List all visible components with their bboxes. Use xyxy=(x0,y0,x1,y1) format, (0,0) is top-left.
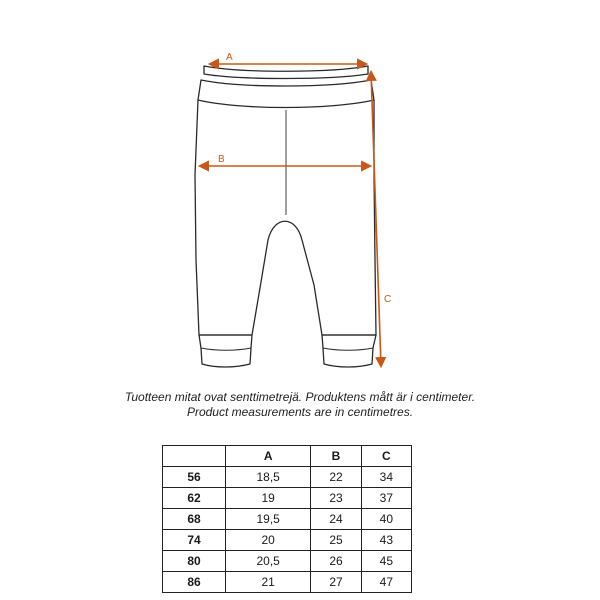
a-cell: 19 xyxy=(226,488,311,509)
measurement-lines xyxy=(200,64,381,366)
b-cell: 26 xyxy=(311,551,361,572)
size-table xyxy=(162,445,412,593)
c-cell: 34 xyxy=(361,467,411,488)
size-cell: 80 xyxy=(163,551,226,572)
c-cell: 45 xyxy=(361,551,411,572)
pants-silhouette xyxy=(195,100,376,335)
size-cell: 56 xyxy=(163,467,226,488)
a-cell: 21 xyxy=(226,572,311,593)
pants-outline xyxy=(195,66,376,367)
label-b: B xyxy=(218,154,225,165)
b-cell: 25 xyxy=(311,530,361,551)
b-cell: 27 xyxy=(311,572,361,593)
left-cuff xyxy=(199,335,252,367)
a-cell: 19,5 xyxy=(226,509,311,530)
note-line-2: Product measurements are in centimetres. xyxy=(186,405,414,419)
table-row xyxy=(163,551,412,572)
size-cell: 74 xyxy=(163,530,226,551)
size-cell: 62 xyxy=(163,488,226,509)
table-header-c: C xyxy=(361,446,411,467)
table-row xyxy=(163,572,412,593)
b-cell: 22 xyxy=(311,467,361,488)
table-header-corner xyxy=(163,446,226,467)
label-c: C xyxy=(384,294,392,305)
b-cell: 24 xyxy=(311,509,361,530)
c-cell: 43 xyxy=(361,530,411,551)
a-cell: 20 xyxy=(226,530,311,551)
table-row xyxy=(163,530,412,551)
label-a: A xyxy=(226,52,233,63)
table-row xyxy=(163,467,412,488)
c-cell: 47 xyxy=(361,572,411,593)
size-cell: 86 xyxy=(163,572,226,593)
table-row xyxy=(163,509,412,530)
waistband xyxy=(198,80,374,108)
c-cell: 37 xyxy=(361,488,411,509)
a-cell: 18,5 xyxy=(226,467,311,488)
table-header-a: A xyxy=(226,446,311,467)
table-header-b: B xyxy=(311,446,361,467)
b-cell: 23 xyxy=(311,488,361,509)
size-cell: 68 xyxy=(163,509,226,530)
table-row xyxy=(163,488,412,509)
c-cell: 40 xyxy=(361,509,411,530)
table-header-row xyxy=(163,446,412,467)
measurement-note xyxy=(0,390,600,420)
a-cell: 20,5 xyxy=(226,551,311,572)
right-cuff xyxy=(322,335,376,367)
waistband-top xyxy=(204,66,368,79)
note-line-1: Tuotteen mitat ovat senttimetrejä. Produktens mått är i centimeter. xyxy=(124,390,476,404)
